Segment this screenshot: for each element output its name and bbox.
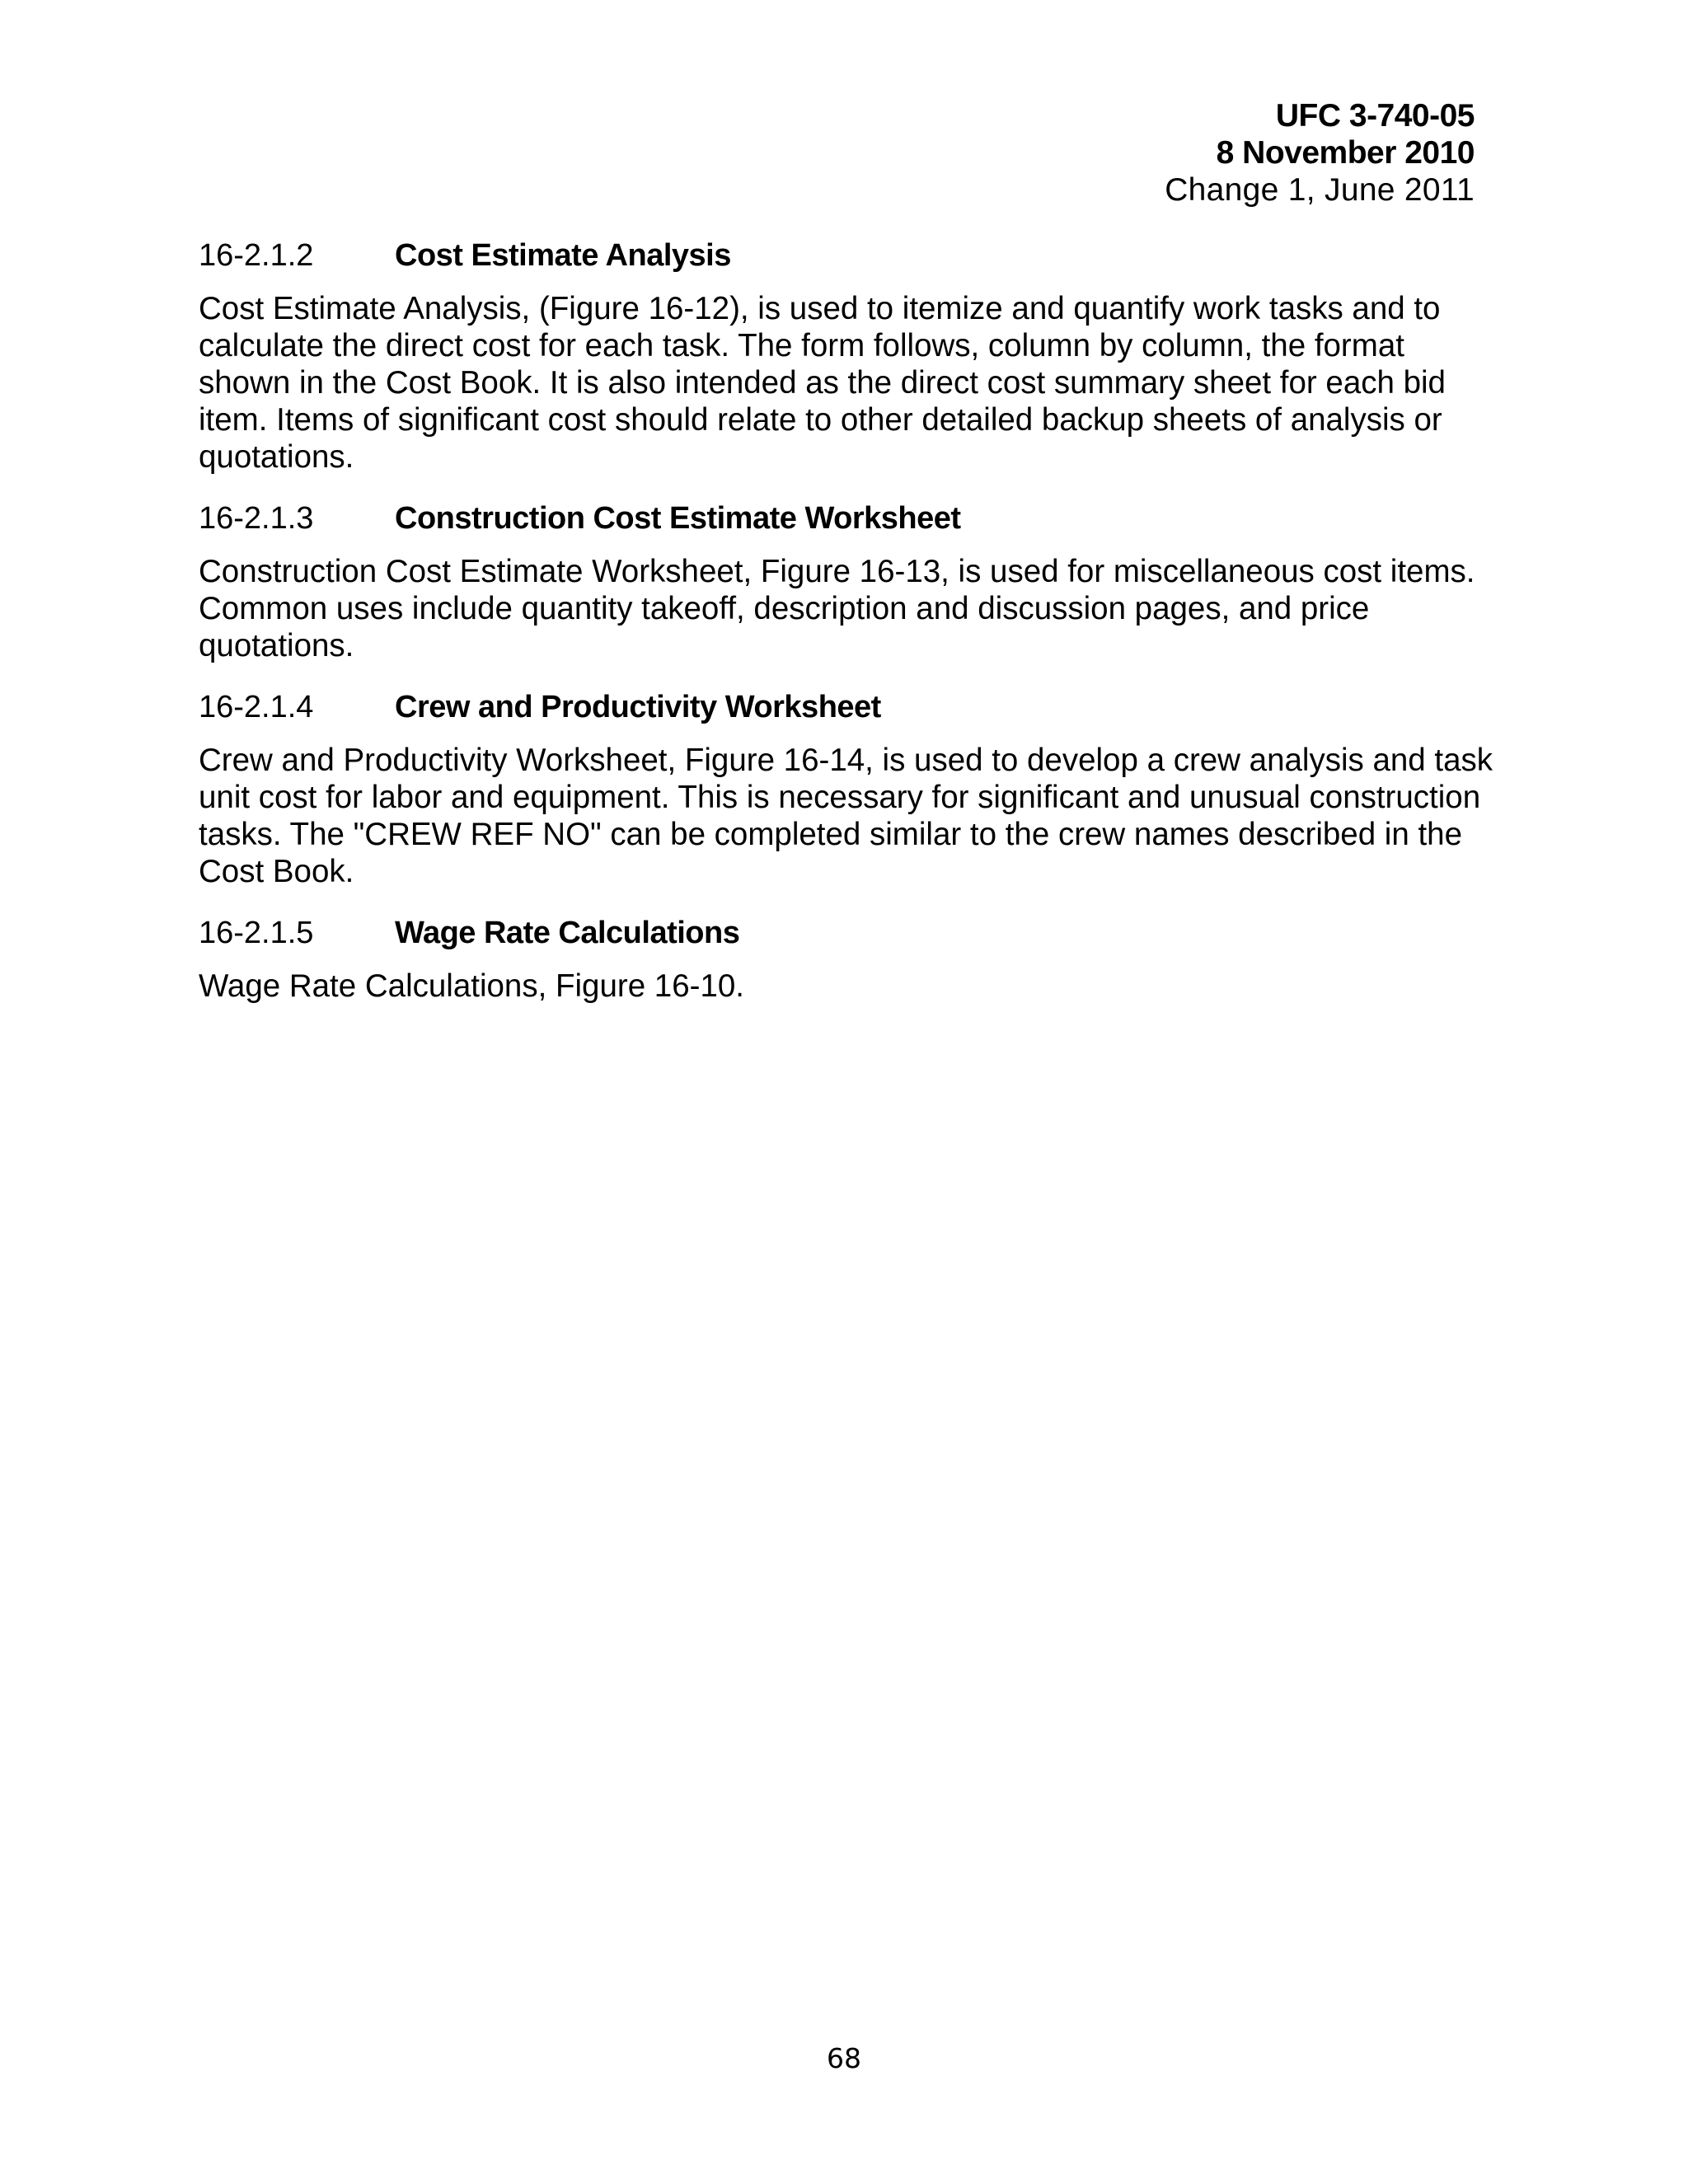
section-heading [199, 689, 1501, 725]
section-heading [199, 237, 1501, 274]
section-title: Crew and Productivity Worksheet [395, 690, 881, 724]
section-number: 16-2.1.4 [199, 690, 314, 724]
section-number: 16-2.1.2 [199, 238, 314, 273]
document-date: 8 November 2010 [1216, 135, 1475, 171]
section-16-2-1-3 [199, 500, 1501, 664]
document-id: UFC 3-740-05 [1275, 98, 1475, 134]
document-change-note: Change 1, June 2011 [1165, 172, 1475, 208]
section-16-2-1-4 [199, 689, 1501, 890]
section-title: Wage Rate Calculations [395, 916, 740, 950]
section-heading [199, 500, 1501, 537]
section-number: 16-2.1.5 [199, 916, 314, 950]
section-number: 16-2.1.3 [199, 501, 314, 536]
section-paragraph: Crew and Productivity Worksheet, Figure 16-14, is used to develop a crew analysis and task unit cost for labor and equipment. This is necessary for significant and unusual construction tasks. The "CREW REF NO" can be completed similar to the crew names described in the Cost Book. [199, 743, 1493, 889]
section-title: Cost Estimate Analysis [395, 238, 731, 273]
section-heading [199, 915, 1501, 951]
section-paragraph: Wage Rate Calculations, Figure 16-10. [199, 968, 744, 1004]
section-paragraph: Construction Cost Estimate Worksheet, Figure 16-13, is used for miscellaneous cost items. Common uses include quantity takeoff, description and discussion pages, and price quotations. [199, 554, 1475, 663]
section-paragraph: Cost Estimate Analysis, (Figure 16-12), is used to itemize and quantify work tasks and to calculate the direct cost for each task. The form follows, column by column, the format shown in the Cost Book. It is also intended as the direct cost summary sheet for each bid item. Items of significant cost should relate to other detailed backup sheets of analysis or quotations. [199, 291, 1446, 475]
section-title: Construction Cost Estimate Worksheet [395, 501, 961, 536]
document-body [199, 237, 1501, 1029]
section-16-2-1-5 [199, 915, 1501, 1005]
page-number: 68 [827, 2042, 861, 2074]
document-header [1165, 97, 1475, 209]
section-16-2-1-2 [199, 237, 1501, 476]
